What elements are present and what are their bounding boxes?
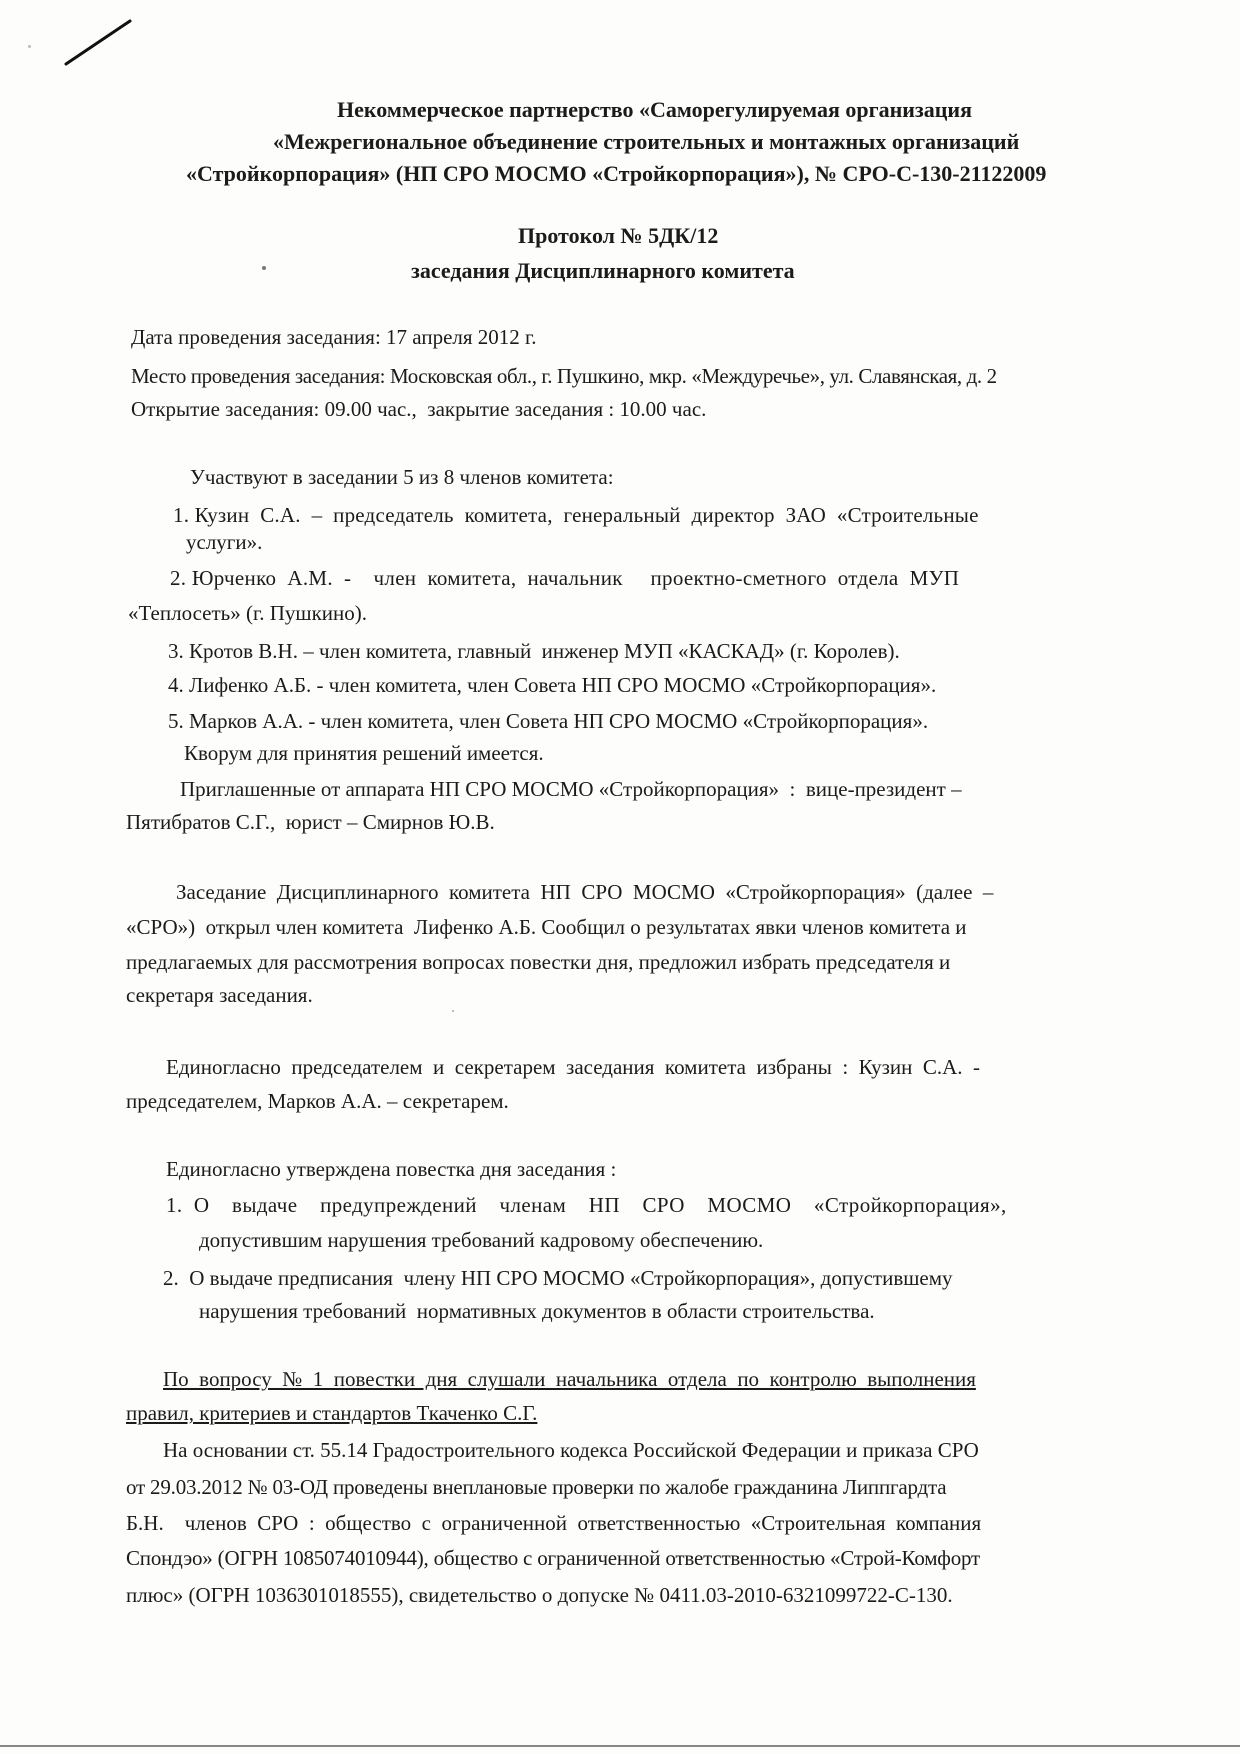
meeting-time: Открытие заседания: 09.00 час., закрытие заседания : 10.00 час.: [131, 397, 707, 421]
question-1-paragraph-line-1: На основании ст. 55.14 Градостроительного кодекса Российской Федерации и приказа СРО: [163, 1438, 979, 1462]
agenda-item-2-line-b: нарушения требований нормативных документов в области строительства.: [199, 1299, 875, 1323]
question-1-paragraph-line-2: от 29.03.2012 № 03-ОД проведены внеплановые проверки по жалобе гражданина Липпгардта: [126, 1475, 947, 1499]
member-2-line-b: «Теплосеть» (г. Пушкино).: [128, 601, 367, 625]
scan-speck: [452, 1010, 454, 1012]
opening-line-4: секретаря заседания.: [126, 983, 313, 1007]
org-header-line-3: «Стройкорпорация» (НП СРО МОСМО «Стройкорпорация»), № СРО-С-130-21122009: [186, 161, 1047, 186]
opening-line-2: «СРО») открыл член комитета Лифенко А.Б. Сообщил о результатах явки членов комитета и: [126, 915, 967, 939]
scan-speck: [28, 45, 31, 48]
question-1-paragraph-line-4: Спондэо» (ОГРН 1085074010944), общество с ограниченной ответственностью «Строй-Комфорт: [126, 1546, 981, 1570]
member-5: 5. Марков А.А. - член комитета, член Совета НП СРО МОСМО «Стройкорпорация».: [168, 709, 929, 733]
member-3: 3. Кротов В.Н. – член комитета, главный инженер МУП «КАСКАД» (г. Королев).: [168, 639, 900, 663]
question-1-heading-b: правил, критериев и стандартов Ткаченко С.Г.: [126, 1401, 538, 1425]
member-1-line-b: услуги».: [186, 530, 263, 554]
protocol-subtitle: заседания Дисциплинарного комитета: [411, 258, 795, 283]
opening-line-3: предлагаемых для рассмотрения вопросах повестки дня, предложил избрать председателя и: [126, 950, 951, 974]
election-line-2: председателем, Марков А.А. – секретарем.: [126, 1089, 509, 1113]
member-2-line-a: 2. Юрченко А.М. - член комитета, начальник проектно-сметного отдела МУП: [170, 566, 960, 590]
org-header-line-1: Некоммерческое партнерство «Саморегулируемая организация: [337, 97, 973, 122]
invited-line-b: Пятибратов С.Г., юрист – Смирнов Ю.В.: [126, 810, 495, 834]
question-1-heading-a: По вопросу № 1 повестки дня слушали начальника отдела по контролю выполнения: [163, 1367, 976, 1391]
agenda-item-1-line-b: допустившим нарушения требований кадровому обеспечению.: [199, 1228, 764, 1252]
agenda-item-2-line-a: 2. О выдаче предписания члену НП СРО МОСМО «Стройкорпорация», допустившему: [163, 1266, 953, 1290]
question-1-paragraph-line-3: Б.Н. членов СРО : общество с ограниченной ответственностью «Строительная компания: [126, 1511, 982, 1535]
agenda-item-1-line-a: 1. О выдаче предупреждений членам НП СРО МОСМО «Стройкорпорация»,: [166, 1193, 1007, 1217]
protocol-title: Протокол № 5ДК/12: [518, 223, 719, 248]
scan-bottom-edge: [0, 1745, 1240, 1747]
question-1-paragraph-line-5: плюс» (ОГРН 1036301018555), свидетельство о допуске № 0411.03-2010-6321099722-С-130.: [126, 1583, 953, 1607]
pen-stroke-mark: [64, 18, 134, 68]
meeting-place: Место проведения заседания: Московская обл., г. Пушкино, мкр. «Междуречье», ул. Славянская, д. 2: [131, 364, 997, 388]
member-1-line-a: 1. Кузин С.А. – председатель комитета, генеральный директор ЗАО «Строительные: [173, 503, 979, 527]
agenda-intro: Единогласно утверждена повестка дня заседания :: [166, 1157, 617, 1181]
quorum-note: Кворум для принятия решений имеется.: [184, 741, 544, 765]
org-header-line-2: «Межрегиональное объединение строительных и монтажных организаций: [273, 129, 1020, 154]
meeting-date: Дата проведения заседания: 17 апреля 2012 г.: [131, 325, 537, 349]
election-line-1: Единогласно председателем и секретарем заседания комитета избраны : Кузин С.А. -: [166, 1055, 981, 1079]
invited-line-a: Приглашенные от аппарата НП СРО МОСМО «Стройкорпорация» : вице-президент –: [180, 777, 962, 801]
member-4: 4. Лифенко А.Б. - член комитета, член Совета НП СРО МОСМО «Стройкорпорация».: [168, 673, 937, 697]
opening-line-1: Заседание Дисциплинарного комитета НП СРО МОСМО «Стройкорпорация» (далее –: [176, 880, 994, 904]
scan-speck: [262, 266, 266, 270]
participants-intro: Участвуют в заседании 5 из 8 членов комитета:: [190, 465, 614, 489]
